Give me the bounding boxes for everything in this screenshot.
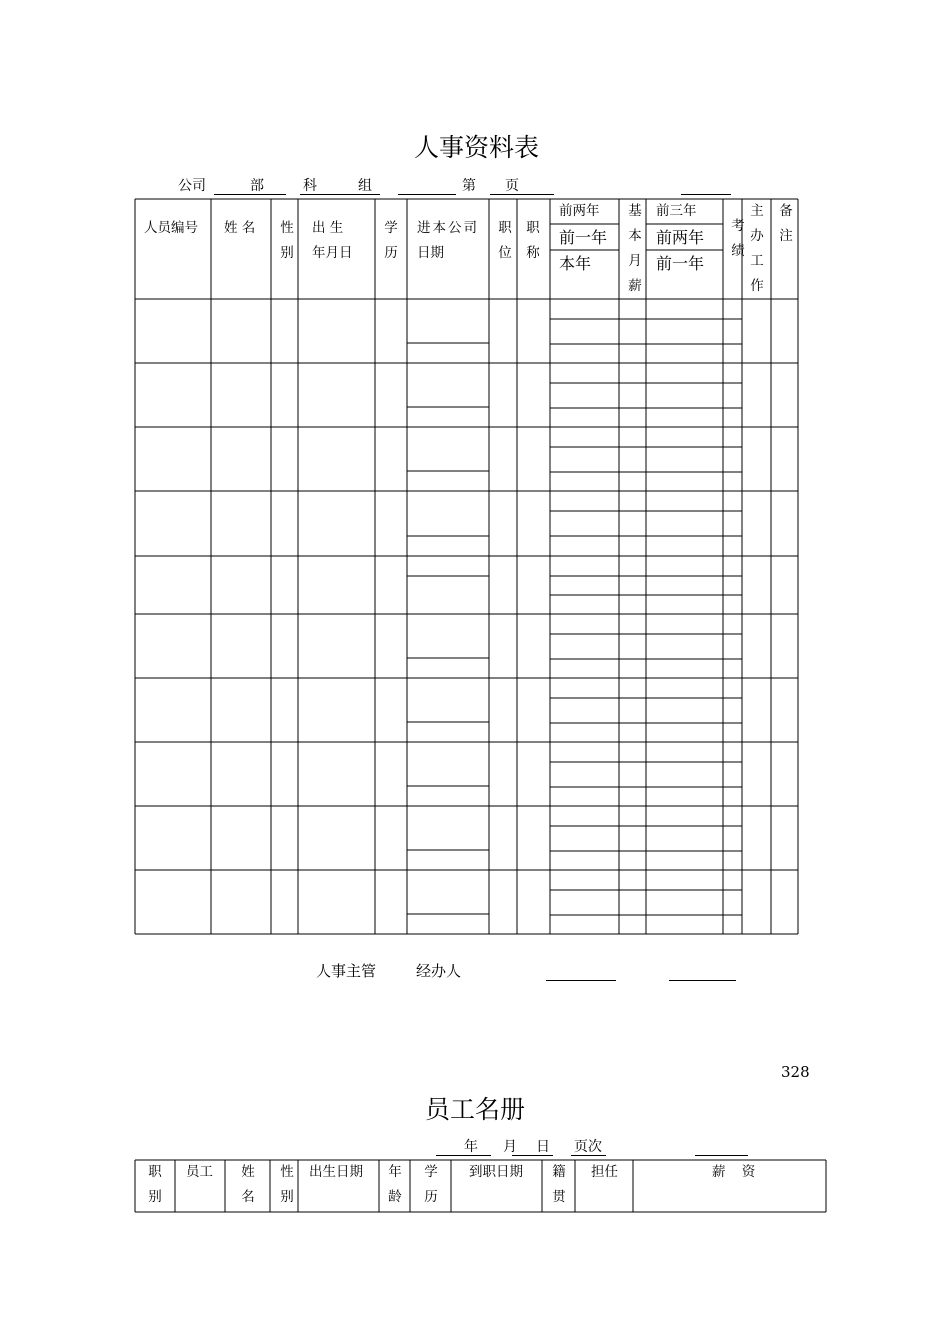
col2-emp: 员工 <box>186 1164 213 1180</box>
col2-gender: 性别 <box>280 1164 294 1205</box>
year-label: 年 <box>464 1139 478 1155</box>
page-number: 328 <box>781 1063 810 1081</box>
col-education: 学历 <box>384 220 398 261</box>
col-birth-2: 年月日 <box>312 245 353 261</box>
month-label: 月 <box>503 1139 517 1155</box>
col-join-1: 进本公司 <box>417 220 479 236</box>
col2-education: 学历 <box>424 1164 438 1205</box>
page-pre-label: 第 <box>462 178 476 194</box>
day-label: 日 <box>536 1139 550 1155</box>
pay-year-2: 前一年 <box>559 228 608 247</box>
col2-join: 到职日期 <box>469 1164 523 1180</box>
section-label: 科 <box>303 178 317 194</box>
col-join-2: 日期 <box>417 245 444 261</box>
page-label: 页次 <box>574 1139 602 1155</box>
col2-name: 姓名 <box>241 1164 255 1205</box>
col2-duty: 担任 <box>591 1164 618 1180</box>
col2-job: 职别 <box>148 1164 162 1205</box>
handler-label: 经办人 <box>416 962 462 980</box>
col2-origin: 籍贯 <box>552 1164 566 1205</box>
form2-title: 员工名册 <box>425 1095 526 1124</box>
perf-year-1: 前三年 <box>656 203 697 219</box>
dept-label: 部 <box>250 178 264 194</box>
form1-title: 人事资料表 <box>414 133 540 162</box>
col-remarks: 备注 <box>779 203 793 244</box>
hr-manager-label: 人事主管 <box>316 962 377 980</box>
col-name: 姓 名 <box>224 220 256 236</box>
col-emp-no: 人员编号 <box>144 220 198 236</box>
col2-birth: 出生日期 <box>309 1164 363 1180</box>
page-post-label: 页 <box>505 178 519 194</box>
col-position: 职位 <box>498 220 512 261</box>
perf-year-3: 前一年 <box>656 254 705 273</box>
col2-age: 年龄 <box>388 1164 402 1205</box>
group-label: 组 <box>358 178 372 194</box>
pay-year-1: 前两年 <box>559 203 600 219</box>
col-main-work: 主办工作 <box>750 203 764 294</box>
col2-salary: 薪 资 <box>712 1164 762 1180</box>
col-birth-1: 出 生 <box>312 220 344 236</box>
col-base-salary: 基本月薪 <box>628 203 642 294</box>
col-gender: 性别 <box>280 220 294 261</box>
company-label: 公司 <box>178 178 206 194</box>
pay-year-3: 本年 <box>559 254 592 273</box>
col-title: 职称 <box>526 220 540 261</box>
perf-year-2: 前两年 <box>656 228 705 247</box>
col-performance: 考绩 <box>731 218 745 259</box>
